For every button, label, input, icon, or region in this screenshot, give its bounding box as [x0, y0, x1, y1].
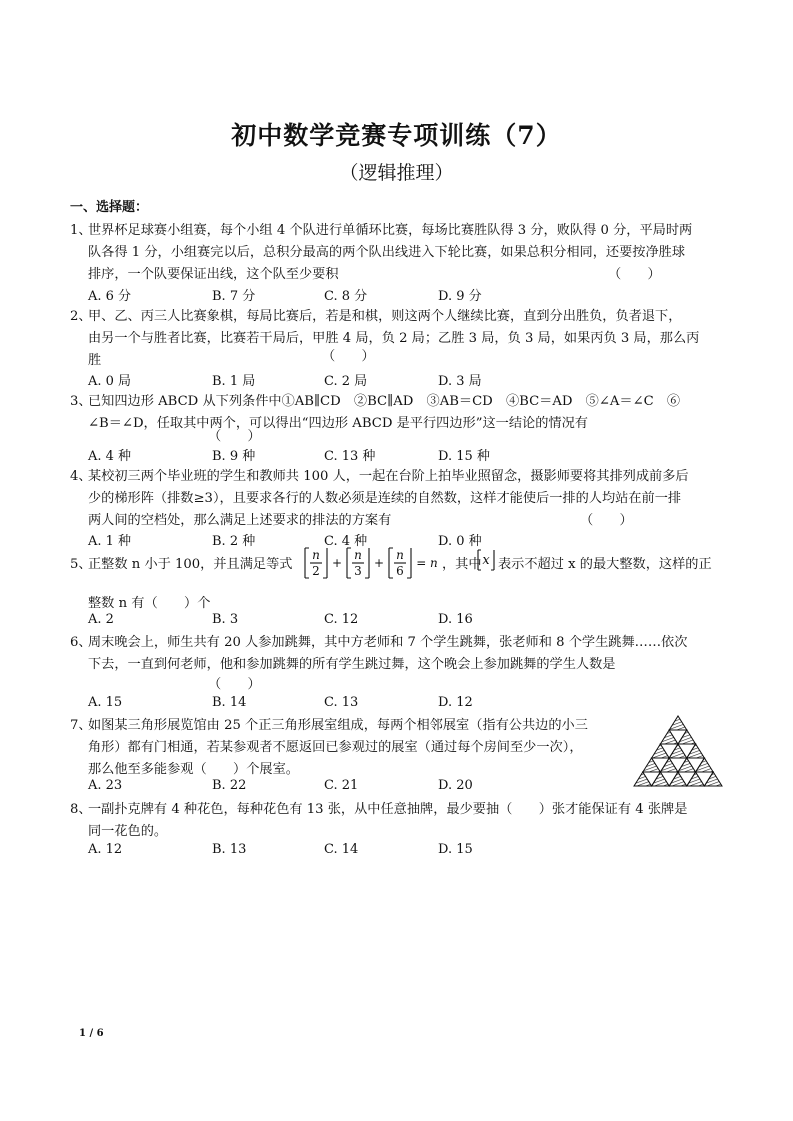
- question-text-line: ，其中: [442, 557, 482, 572]
- option-b: B. 7 分: [212, 289, 256, 304]
- question-number: 6、: [70, 635, 92, 650]
- answer-blank: （ ）: [208, 677, 261, 692]
- option-a: A. 1 种: [88, 534, 132, 549]
- question-text-line: 世界杯足球赛小组赛，每个小组 4 个队进行单循环比赛，每场比赛胜队得 3 分，败队得 0 分，平局时两: [88, 223, 693, 238]
- plus-sign: +: [373, 556, 385, 570]
- option-c: C. 14: [324, 842, 359, 857]
- option-c: C. 2 局: [324, 374, 368, 389]
- question-text-line: 一副扑克牌有 4 种花色，每种花色有 13 张，从中任意抽牌，最少要抽（ ）张才能保证有 4 张牌是: [88, 802, 688, 817]
- question-text-line: 由另一个与胜者比赛，比赛若干局后，甲胜 4 局，负 2 局；乙胜 3 局，负 3 局，如果丙负 3 局，那么丙: [88, 331, 700, 346]
- option-a: A. 12: [88, 842, 123, 857]
- question-text-line: 正整数 n 小于 100，并且满足等式: [88, 557, 293, 572]
- option-d: D. 20: [438, 778, 473, 793]
- answer-blank: （ ）: [580, 513, 633, 528]
- answer-blank: （ ）: [608, 267, 661, 282]
- question-text-line: 甲、乙、丙三人比赛象棋，每局比赛后，若是和棋，则这两个人继续比赛，直到分出胜负，负者退下，: [88, 309, 682, 324]
- question-number: 4、: [70, 469, 92, 484]
- option-d: D. 12: [438, 695, 473, 710]
- option-c: C. 13: [324, 695, 359, 710]
- question-number: 8、: [70, 802, 92, 817]
- plus-sign: +: [331, 556, 343, 570]
- floor-bracket: [407, 548, 411, 578]
- option-d: D. 9 分: [438, 289, 482, 304]
- option-b: B. 13: [212, 842, 247, 857]
- option-a: A. 23: [88, 778, 123, 793]
- floor-x-notation: [475, 548, 497, 572]
- question-number: 1、: [70, 223, 92, 238]
- question-number: 2、: [70, 309, 92, 324]
- option-c: C. 12: [324, 612, 359, 627]
- page-subtitle: （逻辑推理）: [339, 162, 454, 184]
- option-d: D. 15 种: [438, 449, 490, 464]
- question-text-line: 排序，一个队要保证出线，这个队至少要积: [88, 267, 339, 282]
- denominator: 3: [354, 564, 362, 578]
- question-text-line: 那么他至多能参观（ ）个展室。: [88, 762, 299, 777]
- answer-blank: （ ）: [208, 429, 261, 444]
- option-d: D. 16: [438, 612, 473, 627]
- floor-bracket: [323, 548, 327, 578]
- answer-blank: （ ）: [322, 349, 375, 364]
- option-b: B. 1 局: [212, 374, 256, 389]
- numerator: n: [312, 548, 320, 562]
- option-a: A. 0 局: [88, 374, 132, 389]
- question-text-line: 整数 n 有（ ）个: [88, 596, 211, 611]
- question-text-line: 某校初三两个毕业班的学生和教师共 100 人，一起在台阶上拍毕业照留念，摄影师要将其排列成前多后: [88, 469, 689, 484]
- option-c: C. 4 种: [324, 534, 368, 549]
- option-b: B. 14: [212, 695, 247, 710]
- floor-sum-formula: [301, 544, 441, 582]
- question-number: 3、: [70, 394, 92, 409]
- floor-bracket: [347, 548, 351, 578]
- question-text-line: 角形）都有门相通，若某参观者不愿返回已参观过的展室（通过每个房间至少一次），: [88, 740, 583, 755]
- question-text-line: 表示不超过 x 的最大整数，这样的正: [498, 557, 712, 572]
- question-number: 7、: [70, 718, 92, 733]
- option-a: A. 6 分: [88, 289, 132, 304]
- page-title: 初中数学竞赛专项训练（7）: [231, 121, 562, 150]
- option-c: C. 13 种: [324, 449, 376, 464]
- option-d: D. 15: [438, 842, 473, 857]
- page-number: 1 / 6: [79, 1028, 104, 1039]
- denominator: 2: [312, 564, 320, 578]
- option-d: D. 0 种: [438, 534, 482, 549]
- question-text-line: 少的梯形阵（排数≥3），且要求各行的人数必须是连续的自然数，这样才能使后一排的人均站在前一排: [88, 491, 682, 506]
- question-text-line: 同一花色的。: [88, 824, 168, 839]
- floor-bracket: [389, 548, 393, 578]
- denominator: 6: [396, 564, 404, 578]
- option-a: A. 2: [88, 612, 114, 627]
- question-text-line: 两人间的空档处，那么满足上述要求的排法的方案有: [88, 513, 392, 528]
- option-a: A. 15: [88, 695, 123, 710]
- equals-n: = n: [416, 556, 438, 570]
- option-d: D. 3 局: [438, 374, 482, 389]
- floor-bracket: [305, 548, 309, 578]
- section-heading: 一、选择题：: [70, 200, 149, 215]
- numerator: n: [354, 548, 362, 562]
- numerator: n: [396, 548, 404, 562]
- question-text-line: 胜: [88, 353, 102, 368]
- question-text-line: 已知四边形 ABCD 从下列条件中①AB∥CD ②BC∥AD ③AB＝CD ④BC＝AD ⑤∠A＝∠C ⑥: [88, 394, 681, 409]
- question-text-line: 下去，一直到何老师，他和参加跳舞的所有学生跳过舞，这个晚会上参加跳舞的学生人数是: [88, 657, 616, 672]
- question-text-line: ∠B＝∠D，任取其中两个，可以得出“四边形 ABCD 是平行四边形”这一结论的情况有: [88, 416, 588, 431]
- question-text-line: 如图某三角形展览馆由 25 个正三角形展室组成，每两个相邻展室（指有公共边的小三: [88, 718, 588, 733]
- option-c: C. 21: [324, 778, 359, 793]
- question-text-line: 队各得 1 分，小组赛完以后，总积分最高的两个队出线进入下轮比赛，如果总积分相同，还要按净胜球: [88, 245, 686, 260]
- question-number: 5、: [70, 557, 92, 572]
- exhibit-room-up: [669, 716, 687, 730]
- option-b: B. 3: [212, 612, 239, 627]
- option-b: B. 9 种: [212, 449, 256, 464]
- floor-bracket: [365, 548, 369, 578]
- triangle-grid-figure: [632, 714, 724, 788]
- svg-text:x: x: [482, 553, 490, 568]
- option-c: C. 8 分: [324, 289, 368, 304]
- option-b: B. 2 种: [212, 534, 256, 549]
- question-text-line: 周末晚会上，师生共有 20 人参加跳舞，其中方老师和 7 个学生跳舞，张老师和 8 个学生跳舞……依次: [88, 635, 688, 650]
- option-b: B. 22: [212, 778, 247, 793]
- option-a: A. 4 种: [88, 449, 132, 464]
